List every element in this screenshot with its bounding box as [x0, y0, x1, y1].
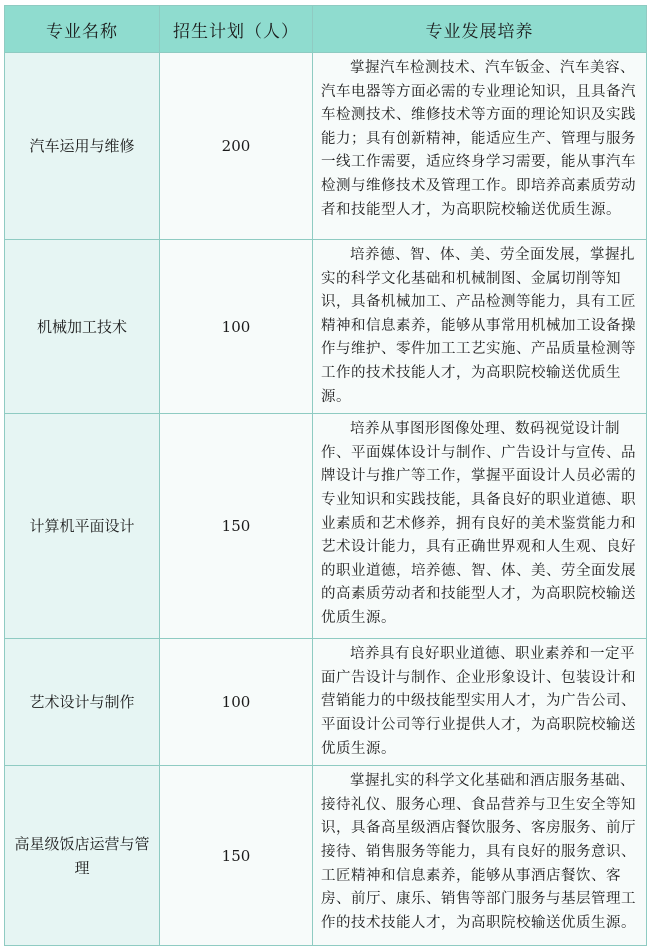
enrollment-count: 100 — [160, 240, 313, 414]
development-description: 培养德、智、体、美、劳全面发展，掌握扎实的科学文化基础和机械制图、金属切削等知识，具备机械加工、产品检测等能力，具有工匠精神和信息素养，能够从事常用机械加工设备操作与维护、零件加工工艺实施、产品质量检测等工作的技术技能人才，为高职院校输送优质生源。 — [313, 240, 647, 414]
development-description: 培养从事图形图像处理、数码视觉设计制作、平面媒体设计与制作、广告设计与宣传、品牌设计与推广等工作，掌握平面设计人员必需的专业知识和实践技能，具备良好的职业道德、职业素质和艺术修养，拥有良好的美术鉴赏能力和艺术设计能力，具有正确世界观和人生观、良好的职业道德，培养德、智、体、美、劳全面发展的高素质劳动者和技能型人才，为高职院校输送优质生源。 — [313, 414, 647, 639]
enrollment-table — [4, 5, 647, 946]
enrollment-count: 150 — [160, 414, 313, 639]
table-row — [5, 766, 647, 946]
table-row — [5, 240, 647, 414]
table-row — [5, 639, 647, 766]
development-description: 培养具有良好职业道德、职业素养和一定平面广告设计与制作、企业形象设计、包装设计和营销能力的中级技能型实用人才，为广告公司、平面设计公司等行业提供人才，为高职院校输送优质生源。 — [313, 639, 647, 766]
table-row — [5, 414, 647, 639]
major-name: 艺术设计与制作 — [5, 639, 160, 766]
header-major-name: 专业名称 — [5, 6, 160, 53]
enrollment-count: 150 — [160, 766, 313, 946]
major-name: 汽车运用与维修 — [5, 53, 160, 240]
development-description: 掌握扎实的科学文化基础和酒店服务基础、接待礼仪、服务心理、食品营养与卫生安全等知识，具备高星级酒店餐饮服务、客房服务、前厅接待、销售服务等能力，具有良好的服务意识、工匠精神和信息素养，能够从事酒店餐饮、客房、前厅、康乐、销售等部门服务与基层管理工作的技术技能人才，为高职院校输送优质生源。 — [313, 766, 647, 946]
development-description: 掌握汽车检测技术、汽车钣金、汽车美容、汽车电器等方面必需的专业理论知识，且具备汽车检测技术、维修技术等方面的理论知识及实践能力；具有创新精神，能适应生产、管理与服务一线工作需要，适应终身学习需要，能从事汽车检测与维修技术及管理工作。即培养高素质劳动者和技能型人才，为高职院校输送优质生源。 — [313, 53, 647, 240]
enrollment-count: 100 — [160, 639, 313, 766]
table-header-row — [5, 6, 647, 53]
header-development: 专业发展培养 — [313, 6, 647, 53]
major-name: 计算机平面设计 — [5, 414, 160, 639]
major-name: 高星级饭店运营与管理 — [5, 766, 160, 946]
enrollment-count: 200 — [160, 53, 313, 240]
header-enrollment-plan: 招生计划（人） — [160, 6, 313, 53]
major-name: 机械加工技术 — [5, 240, 160, 414]
table-row — [5, 53, 647, 240]
